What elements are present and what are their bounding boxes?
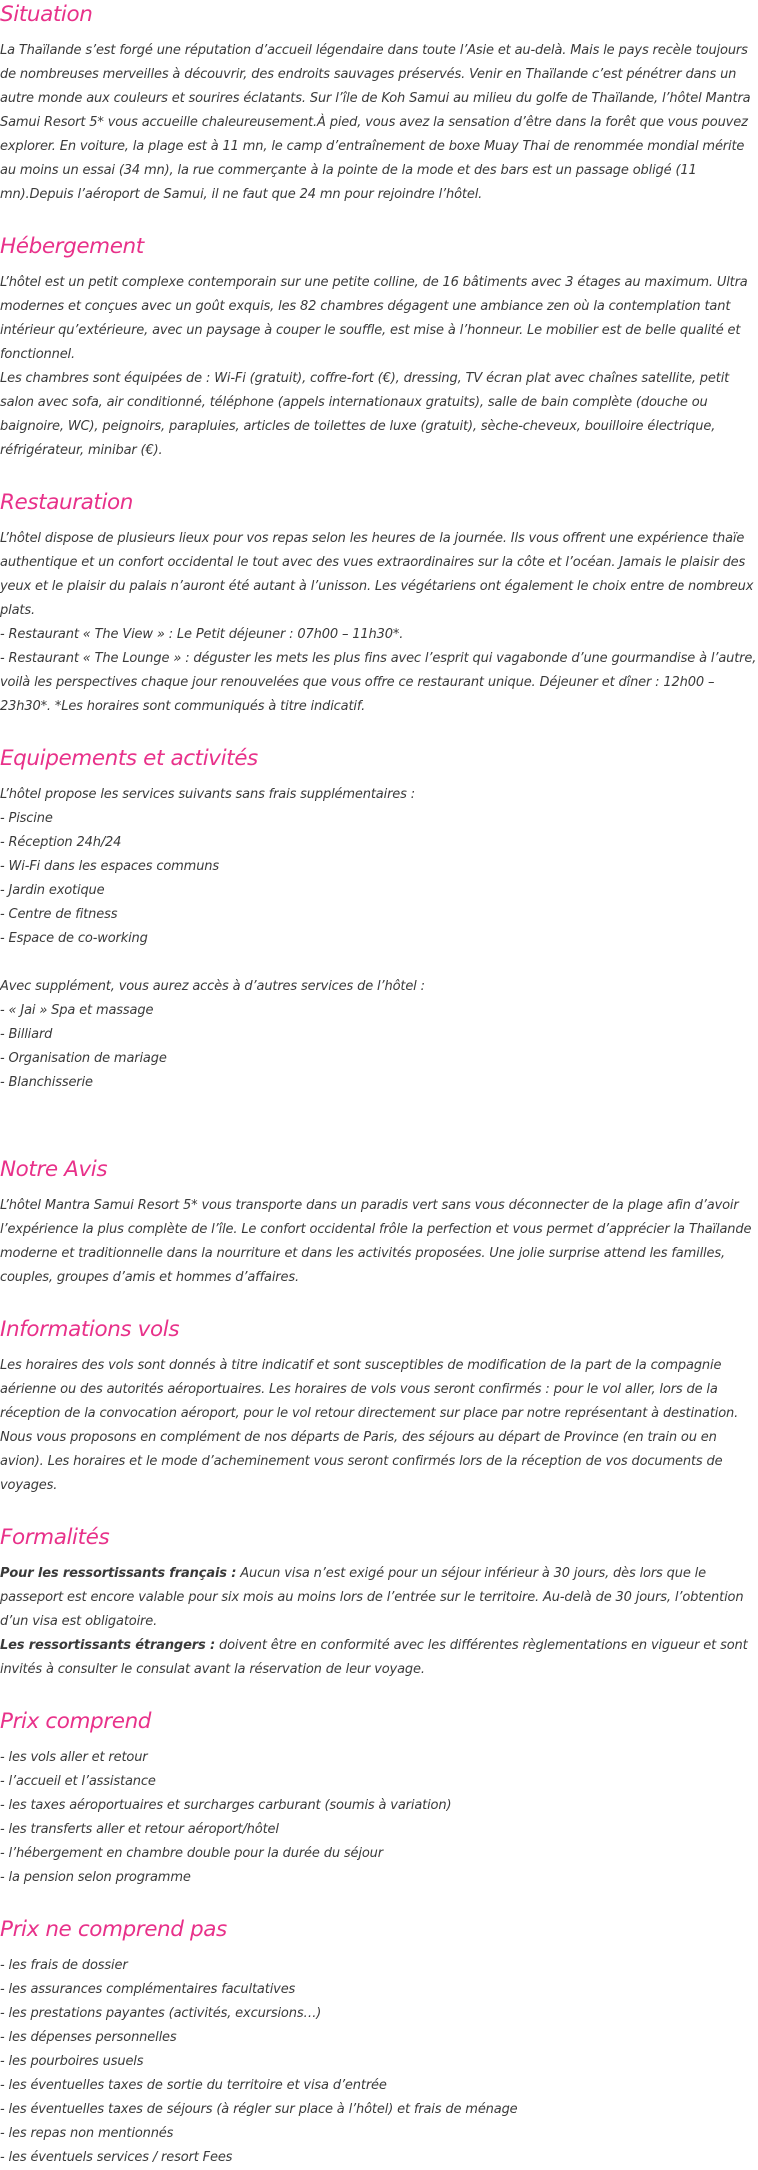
section-prix-ne-comprend bbox=[0, 1915, 758, 2170]
list-item: - les pourboires usuels bbox=[0, 2054, 144, 2069]
section-body bbox=[0, 271, 758, 463]
section-title: Notre Avis bbox=[0, 1157, 108, 1182]
section-body bbox=[0, 527, 758, 719]
paragraph: Les horaires des vols sont donnés à titre indicatif et sont susceptibles de modification de la part de la compagnie aérienne ou des autorités aéroportuaires. Les horaires de vols vous seront confirmés : pour le vol aller, lors de la réception de la convocation aéroport, pour le vol retour directement sur place par notre représentant à destination. Nous vous proposons en complément de nos départs de Paris, des séjours au départ de Province (en train ou en avion). Les horaires et le mode d’acheminement vous seront confirmés lors de la réception de vos documents de voyages. bbox=[0, 1358, 739, 1493]
section-restauration bbox=[0, 488, 758, 719]
list-item: - l’hébergement en chambre double pour la durée du séjour bbox=[0, 1846, 383, 1861]
paragraph: La Thaïlande s’est forgé une réputation d’accueil légendaire dans toute l’Asie et au-delà. Mais le pays recèle toujours de nombreuses merveilles à découvrir, des endroits sauvages préservés. Venir en Thaïlande c’est pénétrer dans un autre monde aux couleurs et sourires éclatants. Sur l’île de Koh Samui au milieu du golfe de Thaïlande, l’hôtel Mantra Samui Resort 5* vous accueille chaleureusement.À pied, vous avez la sensation d’être dans la forêt que vous pouvez explorer. En voiture, la plage est à 11 mn, le camp d’entraînement de boxe Muay Thai de renommée mondial mérite au moins un essai (34 mn), la rue commerçante à la pointe de la mode et des bars est un passage obligé (11 mn).Depuis l’aéroport de Samui, il ne faut que 24 mn pour rejoindre l’hôtel. bbox=[0, 43, 751, 202]
section-body bbox=[0, 39, 758, 207]
text-francais: Aucun visa n’est exigé pour un séjour inférieur à 30 jours, dès lors que le passeport est encore valable pour six mois au moins lors de l’entrée sur le territoire. Au-delà de 30 jours, l’obtention d’un visa est obligatoire. bbox=[0, 1566, 744, 1629]
section-title: Equipements et activités bbox=[0, 746, 258, 771]
list-item: - les taxes aéroportuaires et surcharges carburant (soumis à variation) bbox=[0, 1798, 452, 1813]
list-item: - l’accueil et l’assistance bbox=[0, 1774, 156, 1789]
list-item: - les transferts aller et retour aéroport/hôtel bbox=[0, 1822, 279, 1837]
list-item: - les repas non mentionnés bbox=[0, 2126, 174, 2141]
list-item: - Centre de fitness bbox=[0, 907, 118, 922]
list-item: - les éventuelles taxes de séjours (à régler sur place à l’hôtel) et frais de ménage bbox=[0, 2102, 518, 2117]
section-title: Prix ne comprend pas bbox=[0, 1917, 227, 1942]
section-prix-comprend bbox=[0, 1707, 758, 1890]
list-item: - la pension selon programme bbox=[0, 1870, 191, 1885]
list-item: - les dépenses personnelles bbox=[0, 2030, 177, 2045]
list-item: - Réception 24h/24 bbox=[0, 835, 122, 850]
list-item: - les éventuelles taxes de sortie du territoire et visa d’entrée bbox=[0, 2078, 387, 2093]
list-item: - les vols aller et retour bbox=[0, 1750, 148, 1765]
section-body bbox=[0, 1746, 758, 1890]
paragraph: - Restaurant « The Lounge » : déguster les mets les plus fins avec l’esprit qui vagabonde d’une gourmandise à l’autre, voilà les perspectives chaque jour renouvelées que vous offre ce restaurant unique. Déjeuner et dîner : 12h00 – 23h30*. *Les horaires sont communiqués à titre indicatif. bbox=[0, 651, 757, 714]
section-title: Restauration bbox=[0, 490, 133, 515]
list-item: - Wi-Fi dans les espaces communs bbox=[0, 859, 219, 874]
section-title: Formalités bbox=[0, 1525, 110, 1550]
paragraph: Avec supplément, vous aurez accès à d’autres services de l’hôtel : bbox=[0, 979, 425, 994]
paragraph: - Restaurant « The View » : Le Petit déjeuner : 07h00 – 11h30*. bbox=[0, 627, 404, 642]
paragraph: Les chambres sont équipées de : Wi-Fi (gratuit), coffre-fort (€), dressing, TV écran plat avec chaînes satellite, petit salon avec sofa, air conditionné, téléphone (appels internationaux gratuits), salle de bain complète (douche ou baignoire, WC), peignoirs, parapluies, articles de toilettes de luxe (gratuit), sèche-cheveux, bouilloire électrique, réfrigérateur, minibar (€). bbox=[0, 371, 730, 458]
section-title: Prix comprend bbox=[0, 1709, 152, 1734]
section-title: Informations vols bbox=[0, 1317, 180, 1342]
paragraph bbox=[0, 1634, 758, 1682]
section-vols bbox=[0, 1315, 758, 1498]
list-item: - les frais de dossier bbox=[0, 1958, 128, 1973]
section-avis bbox=[0, 1155, 758, 1290]
list-item: - Billiard bbox=[0, 1027, 53, 1042]
section-body bbox=[0, 1354, 758, 1498]
list-item: - les assurances complémentaires facultatives bbox=[0, 1982, 296, 1997]
section-formalites bbox=[0, 1523, 758, 1682]
label-francais: Pour les ressortissants français : bbox=[0, 1566, 237, 1581]
list-item: - Espace de co-working bbox=[0, 931, 148, 946]
section-body bbox=[0, 1562, 758, 1682]
section-hebergement bbox=[0, 232, 758, 463]
section-title: Situation bbox=[0, 2, 93, 27]
list-item: - Blanchisserie bbox=[0, 1075, 93, 1090]
section-equipements bbox=[0, 744, 758, 1095]
list-item: - Jardin exotique bbox=[0, 883, 105, 898]
text-etrangers: doivent être en conformité avec les différentes règlementations en vigueur et sont invités à consulter le consulat avant la réservation de leur voyage. bbox=[0, 1638, 748, 1677]
label-etrangers: Les ressortissants étrangers : bbox=[0, 1638, 216, 1653]
paragraph bbox=[0, 1562, 758, 1634]
section-body bbox=[0, 783, 758, 1095]
paragraph: L’hôtel Mantra Samui Resort 5* vous transporte dans un paradis vert sans vous déconnecter de la plage afin d’avoir l’expérience la plus complète de l’île. Le confort occidental frôle la perfection et vous permet d’apprécier la Thaïlande moderne et traditionnelle dans la nourriture et dans les activités proposées. Une jolie surprise attend les familles, couples, groupes d’amis et hommes d’affaires. bbox=[0, 1198, 752, 1285]
list-item: - Piscine bbox=[0, 811, 53, 826]
list-item: - « Jai » Spa et massage bbox=[0, 1003, 154, 1018]
section-title: Hébergement bbox=[0, 234, 144, 259]
paragraph: L’hôtel est un petit complexe contemporain sur une petite colline, de 16 bâtiments avec 3 étages au maximum. Ultra modernes et conçues avec un goût exquis, les 82 chambres dégagent une ambiance zen où la contemplation tant intérieur qu’extérieure, avec un paysage à couper le souffle, est mise à l’honneur. Le mobilier est de belle qualité et fonctionnel. bbox=[0, 275, 748, 362]
list-item: - les éventuels services / resort Fees bbox=[0, 2150, 233, 2165]
section-body bbox=[0, 1194, 758, 1290]
list-item: - les prestations payantes (activités, excursions…) bbox=[0, 2006, 322, 2021]
list-item: - Organisation de mariage bbox=[0, 1051, 167, 1066]
paragraph: L’hôtel dispose de plusieurs lieux pour vos repas selon les heures de la journée. Ils vous offrent une expérience thaïe authentique et un confort occidental le tout avec des vues extraordinaires sur la côte et l’océan. Jamais le plaisir des yeux et le plaisir du palais n’auront été autant à l’unisson. Les végétariens ont également le choix entre de nombreux plats. bbox=[0, 531, 754, 618]
section-situation bbox=[0, 0, 758, 207]
paragraph: L’hôtel propose les services suivants sans frais supplémentaires : bbox=[0, 787, 415, 802]
section-body bbox=[0, 1954, 758, 2170]
